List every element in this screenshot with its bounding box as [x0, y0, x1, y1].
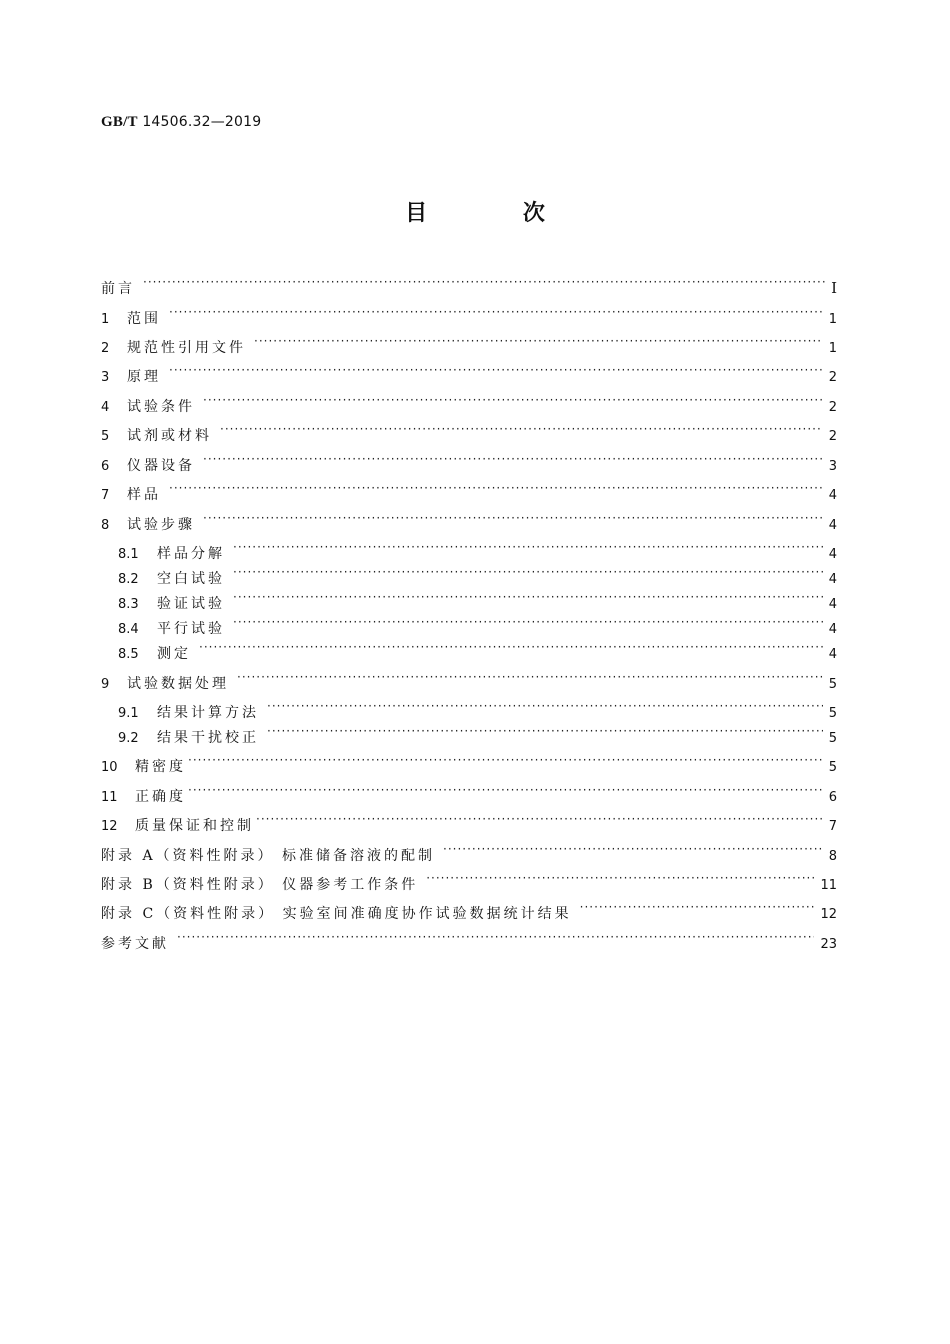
toc-entry-8-5[interactable]: [118, 636, 837, 662]
leader-dots: [233, 611, 823, 633]
toc-entry-8-2[interactable]: [118, 561, 837, 587]
leader-dots: [233, 561, 823, 583]
toc-entry-label: 精密度: [135, 759, 186, 775]
toc-entry-label: 试剂或材料: [127, 428, 212, 444]
toc-entry-10[interactable]: [101, 749, 837, 775]
toc-entry-number: 7: [101, 488, 110, 503]
toc-entry-references[interactable]: [101, 926, 837, 952]
leader-dots: [233, 536, 823, 558]
leader-dots: [203, 448, 823, 470]
toc-entry-label: 样品分解: [157, 546, 225, 562]
toc-entry-label: 原理: [127, 369, 161, 385]
leader-dots: [237, 666, 823, 688]
toc-entry-appendix-b[interactable]: [101, 867, 837, 893]
toc-entry-number: 8.4: [118, 622, 139, 637]
toc-entry-number: 8.3: [118, 597, 139, 612]
toc-entry-number: 8.2: [118, 572, 139, 587]
toc-entry-label: 附录 C（资料性附录） 实验室间准确度协作试验数据统计结果: [101, 906, 572, 922]
toc-entry-label: 验证试验: [157, 596, 225, 612]
leader-dots: [169, 477, 823, 499]
toc-entry-page: 4: [828, 518, 837, 533]
toc-entry-page: 2: [828, 370, 837, 385]
toc-entry-number: 6: [101, 459, 110, 474]
toc-entry-page: 23: [820, 937, 837, 952]
toc-entry-preface[interactable]: [101, 271, 837, 297]
toc-entry-page: 4: [828, 488, 837, 503]
standard-code: GB/T: [101, 114, 138, 130]
toc-entry-3[interactable]: [101, 359, 837, 385]
toc-entry-label: 试验条件: [127, 399, 195, 415]
toc-entry-appendix-a[interactable]: [101, 838, 837, 864]
toc-entry-11[interactable]: [101, 779, 837, 805]
toc-entry-label: 试验步骤: [127, 517, 195, 533]
leader-dots: [188, 779, 823, 801]
toc-entry-page: 6: [828, 790, 837, 805]
toc-entry-page: 4: [828, 622, 837, 637]
toc-entry-page: 4: [828, 647, 837, 662]
toc-entry-label: 结果计算方法: [157, 705, 259, 721]
toc-entry-label: 测定: [157, 646, 191, 662]
leader-dots: [267, 695, 823, 717]
toc-entry-number: 4: [101, 400, 110, 415]
toc-entry-label: 正确度: [135, 789, 186, 805]
toc-entry-page: 4: [828, 572, 837, 587]
leader-dots: [199, 636, 823, 658]
toc-entry-label: 质量保证和控制: [135, 818, 254, 834]
toc-entry-page: 5: [828, 731, 837, 746]
toc-entry-8-4[interactable]: [118, 611, 837, 637]
leader-dots: [203, 507, 823, 529]
page-title: 目 次: [405, 201, 589, 226]
toc-entry-number: 12: [101, 819, 118, 834]
toc-entry-number: 8.5: [118, 647, 139, 662]
toc-entry-number: 11: [101, 790, 118, 805]
toc-entry-page: 5: [828, 677, 837, 692]
toc-entry-page: 1: [828, 341, 837, 356]
toc-entry-number: 8.1: [118, 547, 139, 562]
toc-entry-label: 规范性引用文件: [127, 340, 246, 356]
toc-entry-label: 前言: [101, 281, 135, 297]
toc-entry-label: 附录 A（资料性附录） 标准储备溶液的配制: [101, 848, 436, 864]
leader-dots: [267, 720, 823, 742]
toc-entry-label: 空白试验: [157, 571, 225, 587]
toc-entry-label: 结果干扰校正: [157, 730, 259, 746]
leader-dots: [254, 330, 823, 352]
toc-entry-number: 10: [101, 760, 118, 775]
toc-entry-label: 附录 B（资料性附录） 仪器参考工作条件: [101, 877, 419, 893]
toc-entry-page: 5: [828, 760, 837, 775]
leader-dots: [188, 749, 823, 771]
toc-entry-4[interactable]: [101, 389, 837, 415]
toc-entry-6[interactable]: [101, 448, 837, 474]
toc-entry-page: 4: [828, 597, 837, 612]
toc-entry-7[interactable]: [101, 477, 837, 503]
toc-entry-page: 12: [820, 907, 837, 922]
toc-entry-number: 9: [101, 677, 110, 692]
leader-dots: [203, 389, 823, 411]
toc-entry-number: 2: [101, 341, 110, 356]
toc-entry-2[interactable]: [101, 330, 837, 356]
toc-entry-label: 范围: [127, 311, 161, 327]
toc-entry-number: 8: [101, 518, 110, 533]
toc-entry-1[interactable]: [101, 301, 837, 327]
leader-dots: [580, 896, 815, 918]
toc-entry-page: 8: [828, 849, 837, 864]
toc-entry-appendix-c[interactable]: [101, 896, 837, 922]
standard-number: 14506.32—2019: [142, 114, 262, 130]
toc-entry-page: 1: [828, 312, 837, 327]
toc-entry-page: 3: [828, 459, 837, 474]
toc-entry-9-2[interactable]: [118, 720, 837, 746]
leader-dots: [256, 808, 823, 830]
toc-entry-number: 5: [101, 429, 110, 444]
toc-entry-page: I: [831, 279, 837, 297]
leader-dots: [169, 301, 823, 323]
toc-entry-page: 2: [828, 400, 837, 415]
toc-entry-number: 9.2: [118, 731, 139, 746]
toc-entry-number: 1: [101, 312, 110, 327]
toc-entry-9-1[interactable]: [118, 695, 837, 721]
toc-entry-8-1[interactable]: [118, 536, 837, 562]
toc-entry-page: 5: [828, 706, 837, 721]
toc-entry-label: 仪器设备: [127, 458, 195, 474]
document-header: [101, 114, 261, 131]
leader-dots: [220, 418, 823, 440]
toc-entry-label: 试验数据处理: [127, 676, 229, 692]
leader-dots: [169, 359, 823, 381]
toc-entry-number: 9.1: [118, 706, 139, 721]
toc-entry-label: 平行试验: [157, 621, 225, 637]
toc-entry-page: 4: [828, 547, 837, 562]
leader-dots: [443, 838, 823, 860]
toc-entry-12[interactable]: [101, 808, 837, 834]
toc-entry-label: 样品: [127, 487, 161, 503]
toc-entry-number: 3: [101, 370, 110, 385]
toc-entry-9[interactable]: [101, 666, 837, 692]
toc-entry-8-3[interactable]: [118, 586, 837, 612]
leader-dots: [143, 271, 825, 293]
toc-entry-label: 参考文献: [101, 936, 169, 952]
leader-dots: [426, 867, 814, 889]
leader-dots: [177, 926, 814, 948]
toc-entry-5[interactable]: [101, 418, 837, 444]
leader-dots: [233, 586, 823, 608]
toc-entry-page: 2: [828, 429, 837, 444]
toc-entry-page: 11: [820, 878, 837, 893]
toc-entry-page: 7: [828, 819, 837, 834]
toc-entry-8[interactable]: [101, 507, 837, 533]
